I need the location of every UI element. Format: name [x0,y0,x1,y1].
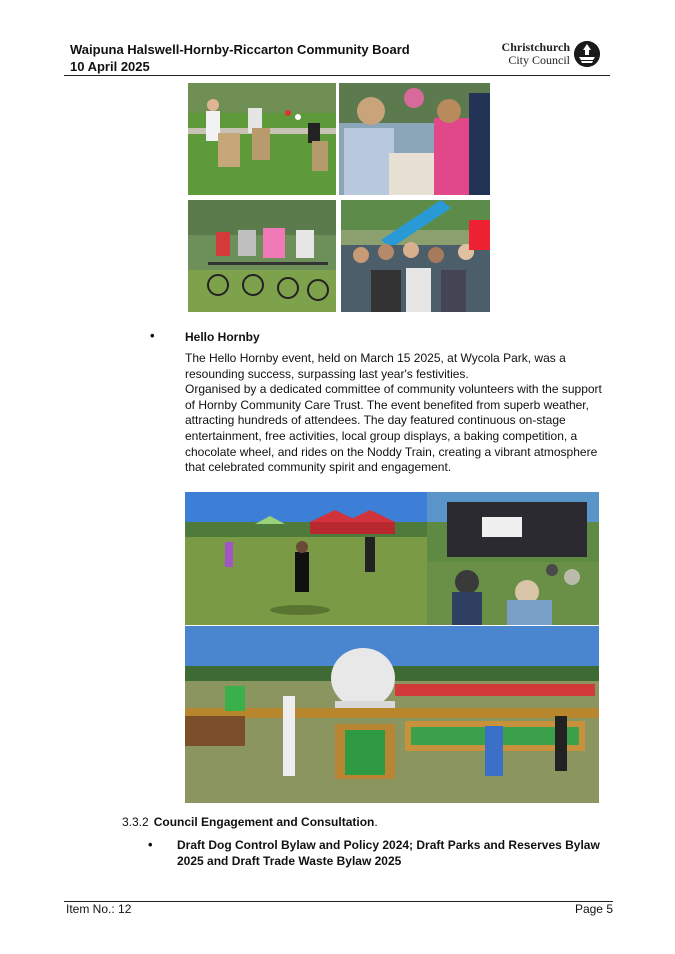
photo-stage-audience [427,492,599,625]
council-logo [498,41,610,69]
photo-mini-golf [185,626,599,803]
consultation-bullet-text: Draft Dog Control Bylaw and Policy 2024; Draft Parks and Reserves Bylaw 2025 and Draft Trade Waste Bylaw 2025 [177,838,600,868]
photo-sack-race [188,83,336,195]
subsection-number: 3.3.2 [122,815,149,829]
photo-event-field [185,492,427,625]
bullet-marker: • [150,328,155,343]
subsection-title: Council Engagement and Consultation [153,815,375,829]
hello-hornby-paragraph-2: Organised by a dedicated committee of community volunteers with the support of Hornby Community Care Trust. The event benefited from superb weather, attracting hundreds of attendees. The day featured continuous on-stage entertainment, free activities, local group displays, a baking competition, a chocolate wheel, and rides on the Noddy Train, creating a vibrant atmosphere that celebrated community spirit and engagement. [185,382,602,475]
board-name: Waipuna Halswell-Hornby-Riccarton Community Board [70,42,410,57]
hello-hornby-heading: Hello Hornby [185,330,260,344]
page-number: Page 5 [574,902,613,916]
photo-bike-riders [188,200,336,312]
footer-divider [64,901,613,902]
subsection-title-suffix: . [374,815,378,829]
document-header [70,41,410,75]
meeting-date: 10 April 2025 [70,59,150,74]
hello-hornby-paragraph-1: The Hello Hornby event, held on March 15 2025, at Wycola Park, was a resounding success, surpassing last year's festivities. [185,351,566,381]
photo-craft-activity [339,83,490,195]
photo-crowd-inflatable [341,200,490,312]
logo-line-2: City Council [508,53,570,67]
header-divider [64,75,610,76]
subsection-heading [122,815,378,829]
logo-line-1: Christchurch [501,40,570,54]
hello-hornby-text [185,351,615,476]
cathedral-logo-icon [574,41,600,67]
bullet-marker: • [148,837,153,852]
item-number: Item No.: 12 [66,902,132,916]
